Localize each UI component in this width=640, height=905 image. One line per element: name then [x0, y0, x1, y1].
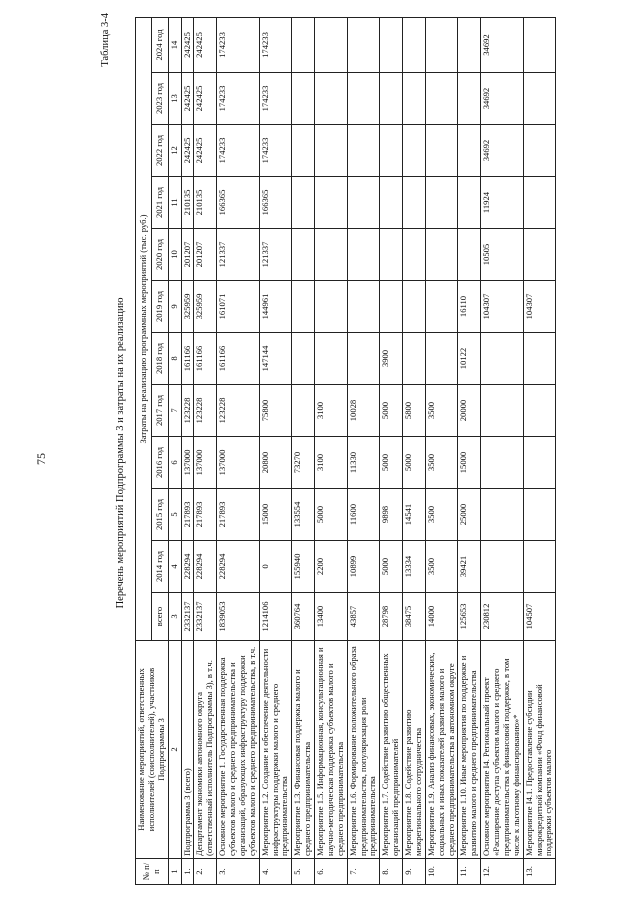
cost-year-cell: 20000 [458, 385, 481, 437]
measure-name: Мероприятие 1.3. Финансовая поддержка малого и среднего предпринимательства [292, 641, 315, 859]
cost-year-cell: 14541 [403, 489, 426, 541]
cost-total-cell: 2332137 [181, 593, 194, 641]
cost-year-cell: 242425 [181, 125, 194, 177]
cost-year-cell [523, 177, 556, 229]
cost-year-cell [403, 125, 426, 177]
cost-year-cell: 5800 [403, 385, 426, 437]
cost-year-cell [481, 437, 524, 489]
cost-year-cell: 210135 [194, 177, 217, 229]
cost-year-cell: 5000 [380, 385, 403, 437]
cost-year-cell: 217893 [181, 489, 194, 541]
cost-year-cell [315, 333, 348, 385]
cost-total-cell: 1839053 [217, 593, 260, 641]
page-number: 75 [34, 453, 48, 465]
measure-name: Основное мероприятие 1. Государственная поддержка субъектов малого и среднего предпринимательства и организаций, образующих инфраструктуру поддержки субъектов малого и среднего предпринимательства, в т.ч. [217, 641, 260, 859]
cost-year-cell: 174233 [259, 18, 292, 73]
cost-year-cell [458, 73, 481, 125]
cost-year-cell: 5000 [380, 541, 403, 593]
cost-year-cell [347, 18, 380, 73]
measure-name: Мероприятие 1.9. Анализ финансовых, экономических, социальных и иных показателей развития малого и среднего предпринимательства в автономном округе [425, 641, 458, 859]
cost-year-cell: 123228 [217, 385, 260, 437]
header-year: 2020 год [152, 229, 168, 281]
rotated-page-content [100, 13, 610, 893]
cost-year-cell: 242425 [194, 125, 217, 177]
row-number: 9. [403, 859, 426, 885]
cost-year-cell: 121337 [217, 229, 260, 281]
table-row [259, 18, 292, 885]
cost-year-cell: 121337 [259, 229, 292, 281]
cost-year-cell [523, 229, 556, 281]
cost-year-cell [347, 333, 380, 385]
cost-year-cell: 242425 [194, 18, 217, 73]
column-index: 5 [168, 489, 181, 541]
cost-year-cell: 123228 [181, 385, 194, 437]
column-index: 12 [168, 125, 181, 177]
cost-year-cell: 174233 [217, 125, 260, 177]
cost-year-cell [481, 333, 524, 385]
column-index: 2 [168, 641, 181, 859]
cost-year-cell: 147144 [259, 333, 292, 385]
header-year: 2018 год [152, 333, 168, 385]
cost-year-cell [292, 333, 315, 385]
cost-year-cell [425, 73, 458, 125]
cost-year-cell [481, 489, 524, 541]
column-index: 7 [168, 385, 181, 437]
cost-year-cell [458, 125, 481, 177]
cost-year-cell: 137000 [194, 437, 217, 489]
column-index: 4 [168, 541, 181, 593]
column-index: 6 [168, 437, 181, 489]
cost-year-cell: 3100 [315, 385, 348, 437]
cost-year-cell [315, 177, 348, 229]
cost-year-cell [523, 333, 556, 385]
table-row [194, 18, 217, 885]
column-index: 13 [168, 73, 181, 125]
cost-year-cell [292, 385, 315, 437]
column-index: 3 [168, 593, 181, 641]
cost-total-cell: 14000 [425, 593, 458, 641]
cost-year-cell: 104307 [523, 281, 556, 333]
cost-year-cell [481, 541, 524, 593]
table-row [425, 18, 458, 885]
cost-total-cell: 2332137 [194, 593, 217, 641]
column-index-row [168, 18, 181, 885]
cost-year-cell [315, 229, 348, 281]
row-number: 12. [481, 859, 524, 885]
cost-year-cell: 133554 [292, 489, 315, 541]
table-row [217, 18, 260, 885]
cost-year-cell [425, 177, 458, 229]
cost-year-cell: 242425 [194, 73, 217, 125]
cost-year-cell: 15000 [259, 489, 292, 541]
row-number: 8. [380, 859, 403, 885]
cost-year-cell: 161071 [217, 281, 260, 333]
row-number: 11. [458, 859, 481, 885]
cost-total-cell: 38475 [403, 593, 426, 641]
table-caption: Таблица 3-4 [100, 13, 111, 67]
cost-year-cell [315, 125, 348, 177]
measure-name: Мероприятие 1.10. Иные мероприятия по поддержке и развитию малого и среднего предпринимательства [458, 641, 481, 859]
cost-year-cell [380, 73, 403, 125]
cost-year-cell: 228294 [217, 541, 260, 593]
header-num: № п/п [136, 859, 169, 885]
measure-name: Мероприятие 1.2. Создание и обеспечение деятельности инфраструктуры поддержки малого и среднего предпринимательства [259, 641, 292, 859]
cost-year-cell [380, 229, 403, 281]
cost-year-cell [380, 281, 403, 333]
cost-year-cell: 25000 [458, 489, 481, 541]
cost-year-cell: 10899 [347, 541, 380, 593]
cost-year-cell: 13334 [403, 541, 426, 593]
table-row [403, 18, 426, 885]
cost-year-cell: 210135 [181, 177, 194, 229]
cost-year-cell: 34692 [481, 73, 524, 125]
cost-year-cell: 9898 [380, 489, 403, 541]
measure-name: Подпрограмма 3 (всего) [181, 641, 194, 859]
cost-year-cell: 155940 [292, 541, 315, 593]
cost-year-cell: 11600 [347, 489, 380, 541]
document-title: Перечень мероприятий Подпрограммы 3 и затраты на их реализацию [115, 297, 126, 609]
cost-total-cell: 104507 [523, 593, 556, 641]
cost-year-cell [292, 281, 315, 333]
row-number: 6. [315, 859, 348, 885]
cost-year-cell [523, 385, 556, 437]
cost-year-cell: 174233 [217, 73, 260, 125]
cost-year-cell [403, 18, 426, 73]
cost-year-cell: 20800 [259, 437, 292, 489]
cost-total-cell: 1214106 [259, 593, 292, 641]
cost-year-cell [403, 281, 426, 333]
cost-year-cell: 16110 [458, 281, 481, 333]
header-year: 2021 год [152, 177, 168, 229]
cost-year-cell: 73270 [292, 437, 315, 489]
cost-year-cell: 3500 [425, 541, 458, 593]
column-index: 1 [168, 859, 181, 885]
cost-total-cell: 125653 [458, 593, 481, 641]
cost-year-cell [403, 229, 426, 281]
cost-year-cell: 10505 [481, 229, 524, 281]
cost-year-cell: 3900 [380, 333, 403, 385]
cost-year-cell: 3500 [425, 437, 458, 489]
cost-year-cell: 201207 [181, 229, 194, 281]
cost-year-cell: 104307 [481, 281, 524, 333]
cost-year-cell [458, 177, 481, 229]
measure-name: Мероприятие 1.5. Информационная, консультационная и научно-методическая поддержка субъектов малого и среднего предпринимательства [315, 641, 348, 859]
table-row [458, 18, 481, 885]
measure-name: Мероприятие 1.8. Содействие развитию межрегионального сотрудничества [403, 641, 426, 859]
table-row [181, 18, 194, 885]
cost-year-cell: 228294 [181, 541, 194, 593]
cost-year-cell: 166365 [259, 177, 292, 229]
header-name: Наименование мероприятий, ответственных исполнителей (соисполнителей), участников Подпрограммы 3 [136, 641, 169, 859]
measure-name: Мероприятие 1.7. Содействие развитию общественных организаций предпринимателей [380, 641, 403, 859]
cost-year-cell [380, 125, 403, 177]
table-row [380, 18, 403, 885]
column-index: 11 [168, 177, 181, 229]
measure-name: Департамент экономики автономного округа (ответственный исполнитель Подпрограммы 3), в т.ч. [194, 641, 217, 859]
cost-year-cell: 123228 [194, 385, 217, 437]
cost-year-cell: 325959 [181, 281, 194, 333]
cost-year-cell [458, 18, 481, 73]
column-index: 10 [168, 229, 181, 281]
cost-year-cell: 75800 [259, 385, 292, 437]
cost-total-cell: 28798 [380, 593, 403, 641]
cost-year-cell [347, 125, 380, 177]
cost-year-cell [347, 281, 380, 333]
cost-year-cell: 161166 [194, 333, 217, 385]
row-number: 7. [347, 859, 380, 885]
header-year: 2024 год [152, 18, 168, 73]
cost-year-cell: 3100 [315, 437, 348, 489]
cost-year-cell [523, 437, 556, 489]
cost-year-cell: 166365 [217, 177, 260, 229]
header-year: 2014 год [152, 541, 168, 593]
cost-year-cell [292, 73, 315, 125]
header-year: 2022 год [152, 125, 168, 177]
cost-year-cell [523, 73, 556, 125]
cost-year-cell: 228294 [194, 541, 217, 593]
row-number: 1. [181, 859, 194, 885]
cost-year-cell: 242425 [181, 73, 194, 125]
cost-year-cell [315, 281, 348, 333]
cost-year-cell [347, 73, 380, 125]
cost-year-cell [347, 229, 380, 281]
table-row [292, 18, 315, 885]
cost-year-cell: 174233 [259, 125, 292, 177]
cost-total-cell: 360764 [292, 593, 315, 641]
cost-year-cell [315, 18, 348, 73]
cost-year-cell [292, 229, 315, 281]
cost-year-cell [458, 229, 481, 281]
cost-year-cell [425, 333, 458, 385]
cost-year-cell: 34692 [481, 18, 524, 73]
cost-year-cell [425, 125, 458, 177]
row-number: 5. [292, 859, 315, 885]
cost-total-cell: 13400 [315, 593, 348, 641]
row-number: 10. [425, 859, 458, 885]
cost-total-cell: 230812 [481, 593, 524, 641]
cost-year-cell: 137000 [217, 437, 260, 489]
header-year: 2019 год [152, 281, 168, 333]
table-row [481, 18, 524, 885]
cost-year-cell [403, 73, 426, 125]
cost-year-cell [380, 18, 403, 73]
cost-year-cell [523, 541, 556, 593]
cost-year-cell [481, 385, 524, 437]
cost-year-cell [523, 489, 556, 541]
cost-year-cell [292, 177, 315, 229]
cost-year-cell [292, 18, 315, 73]
cost-year-cell: 10028 [347, 385, 380, 437]
cost-year-cell: 201207 [194, 229, 217, 281]
cost-year-cell [347, 177, 380, 229]
cost-year-cell: 5000 [403, 437, 426, 489]
column-index: 8 [168, 333, 181, 385]
cost-year-cell [403, 333, 426, 385]
cost-year-cell: 34692 [481, 125, 524, 177]
cost-year-cell: 137000 [181, 437, 194, 489]
measure-name: Основное мероприятие I4. Региональный проект «Расширение доступа субъектов малого и среднего предпринимательства к финансовой поддержке, в том числе к льготному финансированию»* [481, 641, 524, 859]
column-index: 14 [168, 18, 181, 73]
row-number: 4. [259, 859, 292, 885]
cost-year-cell: 39421 [458, 541, 481, 593]
cost-total-cell: 43857 [347, 593, 380, 641]
cost-year-cell: 2200 [315, 541, 348, 593]
header-year: 2016 год [152, 437, 168, 489]
header-year: 2017 год [152, 385, 168, 437]
cost-year-cell [523, 18, 556, 73]
table-row [315, 18, 348, 885]
cost-year-cell: 5000 [380, 437, 403, 489]
cost-year-cell: 5000 [315, 489, 348, 541]
header-year: 2023 год [152, 73, 168, 125]
header-total: всего [152, 593, 168, 641]
cost-year-cell [315, 73, 348, 125]
table-row [523, 18, 556, 885]
cost-year-cell: 144961 [259, 281, 292, 333]
cost-year-cell: 11924 [481, 177, 524, 229]
cost-year-cell [292, 125, 315, 177]
cost-year-cell: 3500 [425, 385, 458, 437]
cost-year-cell: 242425 [181, 18, 194, 73]
cost-year-cell: 217893 [217, 489, 260, 541]
cost-year-cell: 0 [259, 541, 292, 593]
header-year: 2015 год [152, 489, 168, 541]
cost-year-cell [425, 281, 458, 333]
measure-name: Мероприятие I4.1. Предоставление субсидии микрокредитной компании «Фонд финансовой поддержки субъектов малого [523, 641, 556, 859]
cost-year-cell [425, 18, 458, 73]
measure-name: Мероприятие 1.6. Формирование положительного образа предпринимательства, популяризация роли предпринимательства [347, 641, 380, 859]
cost-year-cell: 174233 [217, 18, 260, 73]
cost-year-cell: 10122 [458, 333, 481, 385]
column-index: 9 [168, 281, 181, 333]
cost-year-cell [403, 177, 426, 229]
cost-year-cell: 217893 [194, 489, 217, 541]
cost-year-cell: 161166 [217, 333, 260, 385]
measures-costs-table [135, 17, 556, 885]
cost-year-cell: 325959 [194, 281, 217, 333]
cost-year-cell: 11330 [347, 437, 380, 489]
cost-year-cell: 3500 [425, 489, 458, 541]
cost-year-cell [523, 125, 556, 177]
cost-year-cell [425, 229, 458, 281]
row-number: 2. [194, 859, 217, 885]
header-costs-group: Затраты на реализацию программных мероприятий (тыс. руб.) [136, 18, 152, 641]
cost-year-cell: 161166 [181, 333, 194, 385]
row-number: 3. [217, 859, 260, 885]
cost-year-cell [380, 177, 403, 229]
table-row [347, 18, 380, 885]
cost-year-cell: 174233 [259, 73, 292, 125]
cost-year-cell: 15000 [458, 437, 481, 489]
row-number: 13. [523, 859, 556, 885]
